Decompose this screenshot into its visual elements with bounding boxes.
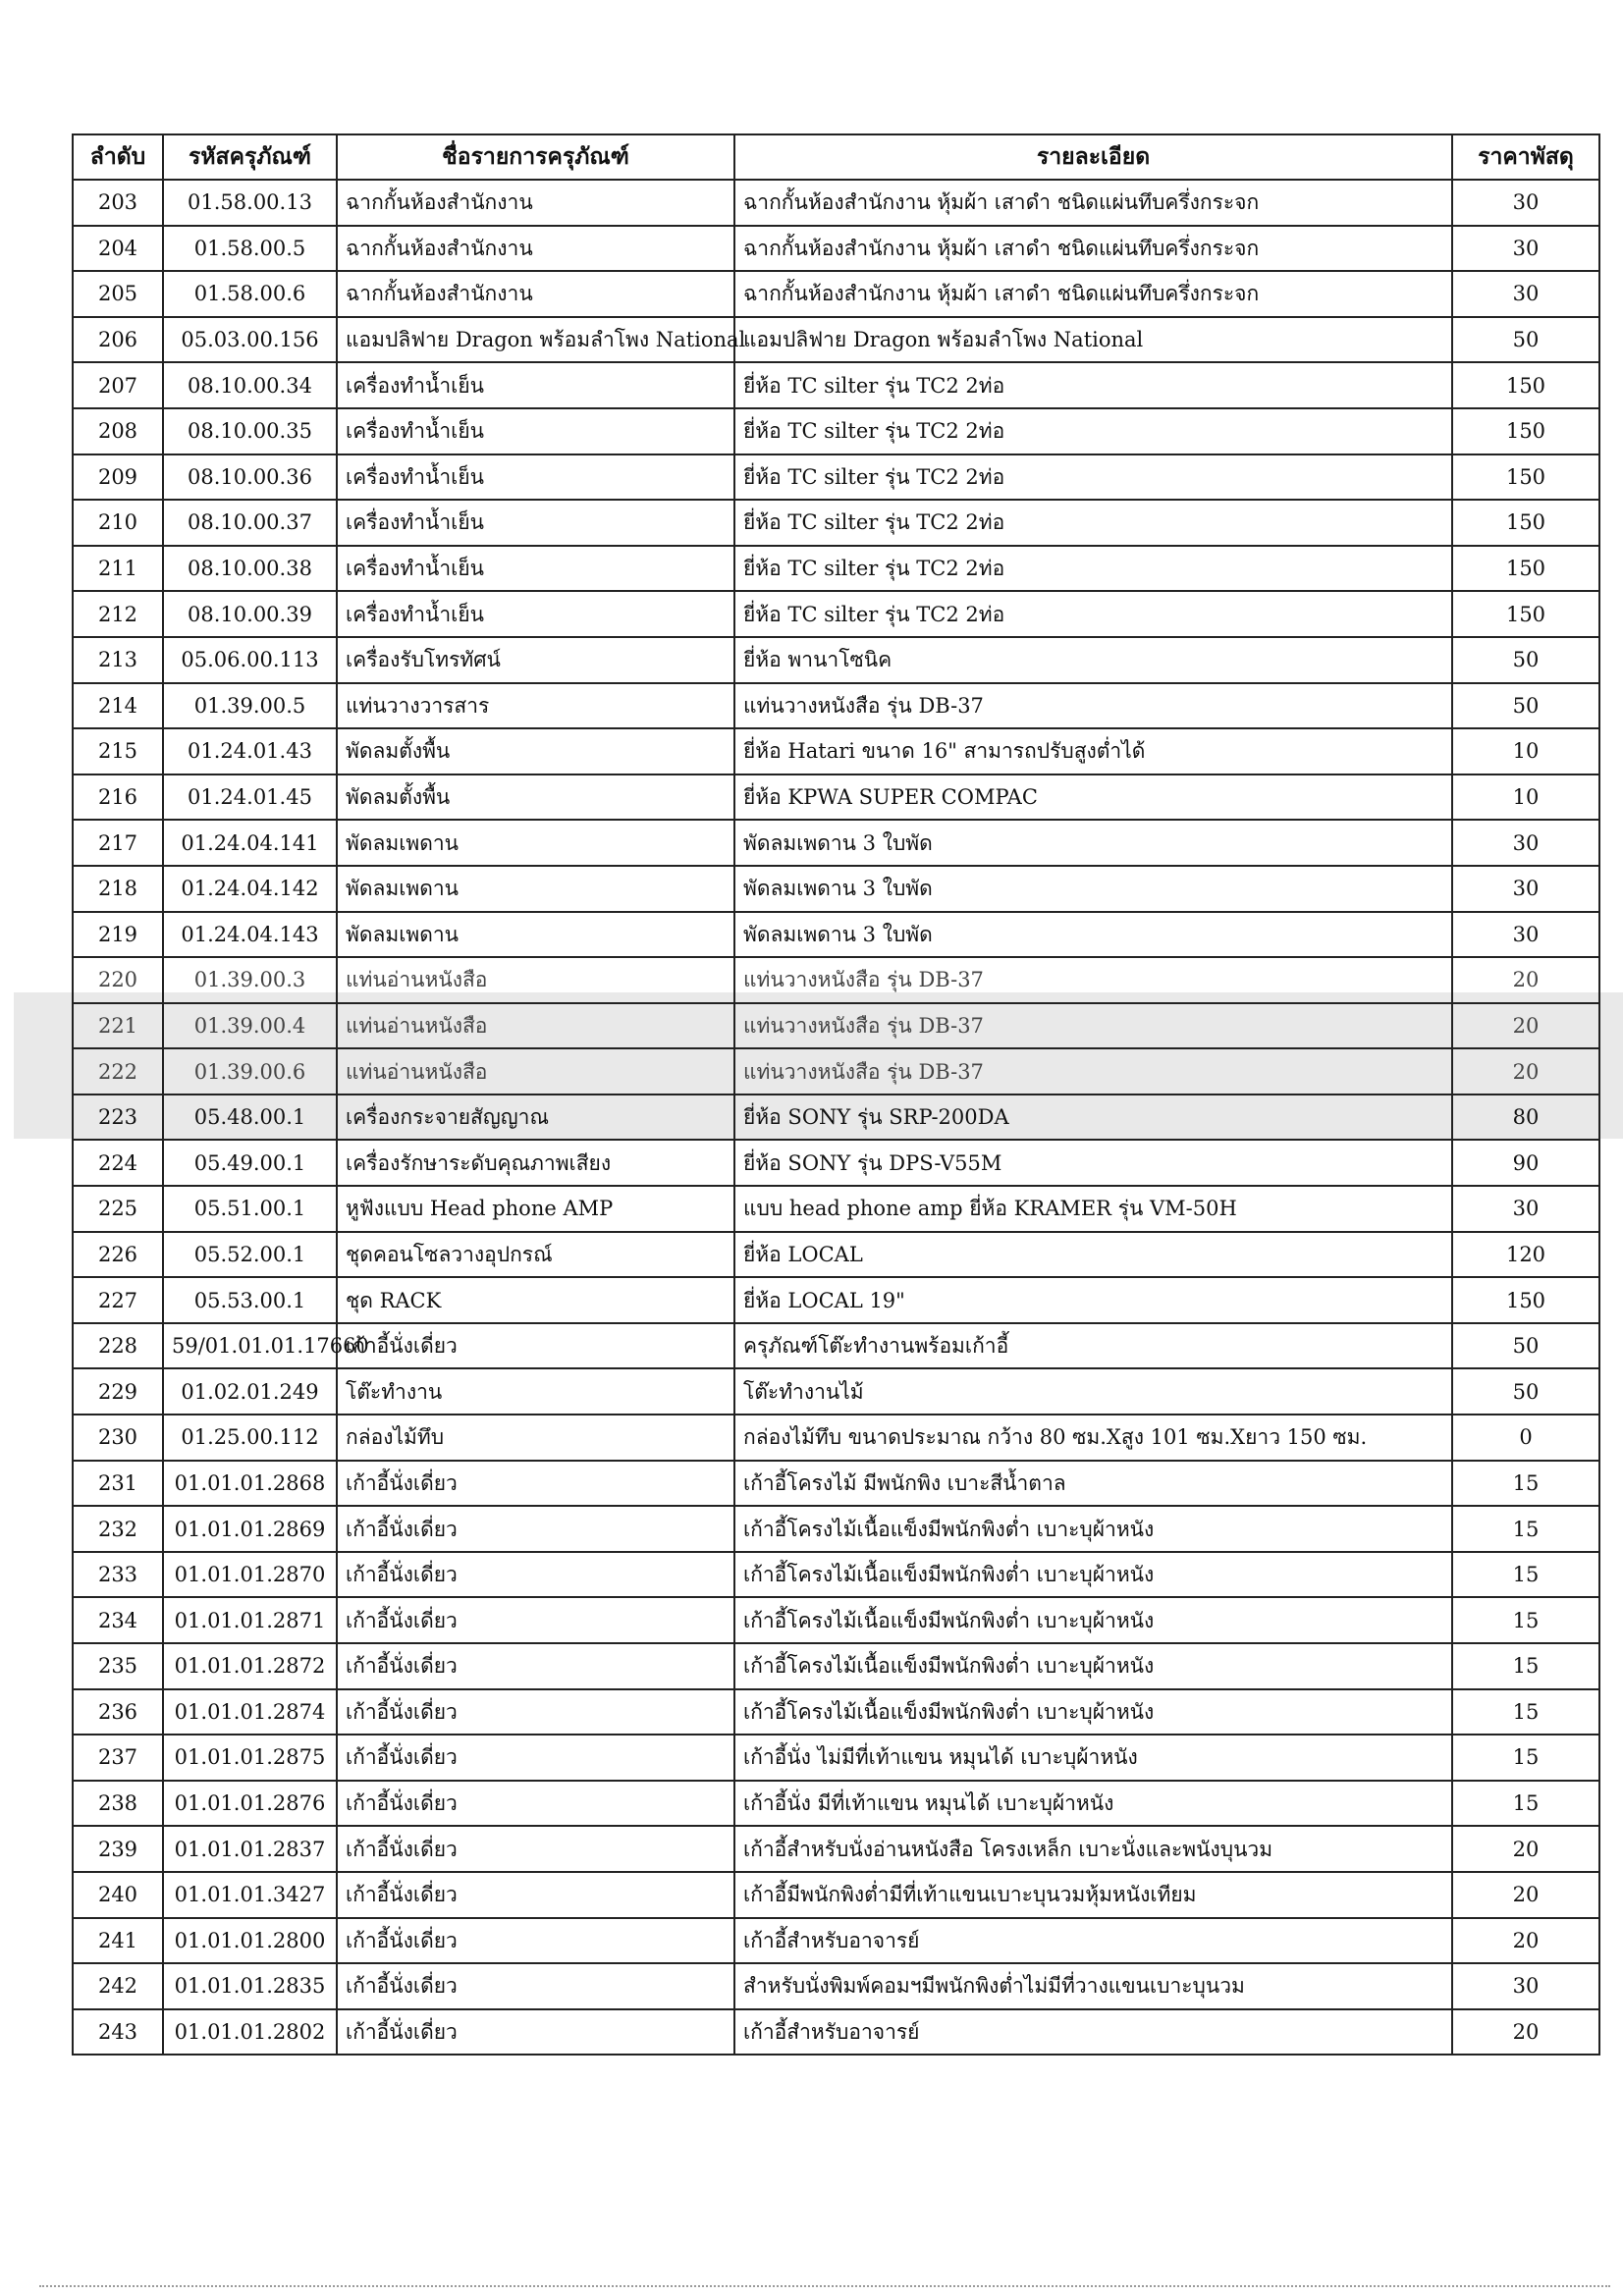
- cell-no: 234: [73, 1597, 163, 1643]
- cell-price: 90: [1452, 1140, 1599, 1186]
- header-no: ลำดับ: [73, 134, 163, 180]
- table-row: [73, 408, 1599, 454]
- cell-price: 150: [1452, 500, 1599, 546]
- cell-name: แท่นวางวารสาร: [337, 683, 734, 729]
- cell-price: 50: [1452, 637, 1599, 683]
- cell-code: 08.10.00.34: [163, 362, 337, 408]
- cell-detail: ฉากกั้นห้องสำนักงาน หุ้มผ้า เสาดำ ชนิดแผ่นทึบครึ่งกระจก: [734, 271, 1452, 317]
- cell-no: 233: [73, 1552, 163, 1598]
- cell-no: 232: [73, 1506, 163, 1552]
- table-row: [73, 1048, 1599, 1095]
- cell-code: 01.01.01.2872: [163, 1643, 337, 1689]
- table-row: [73, 1872, 1599, 1918]
- cell-code: 08.10.00.36: [163, 454, 337, 501]
- cell-name: แท่นอ่านหนังสือ: [337, 1003, 734, 1049]
- table-row: [73, 1003, 1599, 1049]
- cell-code: 01.01.01.2870: [163, 1552, 337, 1598]
- cell-price: 150: [1452, 454, 1599, 501]
- cell-no: 229: [73, 1368, 163, 1415]
- cell-price: 120: [1452, 1232, 1599, 1278]
- table-row: [73, 2009, 1599, 2056]
- header-name: ชื่อรายการครุภัณฑ์: [337, 134, 734, 180]
- cell-detail: ยี่ห้อ LOCAL 19": [734, 1277, 1452, 1323]
- header-code: รหัสครุภัณฑ์: [163, 134, 337, 180]
- cell-price: 20: [1452, 1918, 1599, 1964]
- cell-name: เก้าอี้นั่งเดี่ยว: [337, 1963, 734, 2009]
- cell-detail: ยี่ห้อ SONY รุ่น DPS-V55M: [734, 1140, 1452, 1186]
- cell-price: 15: [1452, 1597, 1599, 1643]
- table-row: [73, 957, 1599, 1003]
- cell-code: 01.24.04.142: [163, 866, 337, 912]
- cell-name: แอมปลิฟาย Dragon พร้อมลำโพง National: [337, 317, 734, 363]
- cell-code: 01.58.00.13: [163, 180, 337, 226]
- cell-code: 01.39.00.4: [163, 1003, 337, 1049]
- header-price: ราคาพัสดุ: [1452, 134, 1599, 180]
- cell-no: 203: [73, 180, 163, 226]
- table-row: [73, 226, 1599, 272]
- cell-detail: โต๊ะทำงานไม้: [734, 1368, 1452, 1415]
- cell-price: 30: [1452, 180, 1599, 226]
- cell-code: 59/01.01.01.17660: [163, 1323, 337, 1369]
- cell-code: 01.01.01.3427: [163, 1872, 337, 1918]
- table-header-row: [73, 134, 1599, 180]
- table-row: [73, 1963, 1599, 2009]
- cell-detail: เก้าอี้โครงไม้เนื้อแข็งมีพนักพิงต่ำ เบาะบุผ้าหนัง: [734, 1597, 1452, 1643]
- cell-no: 222: [73, 1048, 163, 1095]
- cell-name: พัดลมเพดาน: [337, 820, 734, 866]
- table-row: [73, 1323, 1599, 1369]
- cell-no: 218: [73, 866, 163, 912]
- cell-name: ฉากกั้นห้องสำนักงาน: [337, 180, 734, 226]
- cell-no: 228: [73, 1323, 163, 1369]
- cell-no: 211: [73, 546, 163, 592]
- cell-code: 05.06.00.113: [163, 637, 337, 683]
- cell-no: 210: [73, 500, 163, 546]
- cell-price: 10: [1452, 774, 1599, 821]
- cell-price: 150: [1452, 1277, 1599, 1323]
- cell-name: พัดลมเพดาน: [337, 866, 734, 912]
- cell-detail: แท่นวางหนังสือ รุ่น DB-37: [734, 957, 1452, 1003]
- cell-no: 231: [73, 1461, 163, 1507]
- cell-no: 221: [73, 1003, 163, 1049]
- cell-detail: ยี่ห้อ Hatari ขนาด 16" สามารถปรับสูงต่ำได้: [734, 728, 1452, 774]
- cell-detail: ยี่ห้อ TC silter รุ่น TC2 2ท่อ: [734, 408, 1452, 454]
- cell-code: 01.58.00.6: [163, 271, 337, 317]
- cell-price: 50: [1452, 317, 1599, 363]
- cell-detail: แท่นวางหนังสือ รุ่น DB-37: [734, 1003, 1452, 1049]
- cell-name: พัดลมตั้งพื้น: [337, 774, 734, 821]
- cell-name: เครื่องทำน้ำเย็น: [337, 408, 734, 454]
- cell-code: 01.01.01.2868: [163, 1461, 337, 1507]
- cell-no: 204: [73, 226, 163, 272]
- cell-name: เก้าอี้นั่งเดี่ยว: [337, 1781, 734, 1827]
- cell-name: เก้าอี้นั่งเดี่ยว: [337, 1918, 734, 1964]
- cell-name: เก้าอี้นั่งเดี่ยว: [337, 1552, 734, 1598]
- table-row: [73, 1277, 1599, 1323]
- cell-code: 01.01.01.2802: [163, 2009, 337, 2056]
- cell-no: 214: [73, 683, 163, 729]
- cell-detail: พัดลมเพดาน 3 ใบพัด: [734, 820, 1452, 866]
- cell-name: เก้าอี้นั่งเดี่ยว: [337, 1689, 734, 1735]
- cell-code: 05.52.00.1: [163, 1232, 337, 1278]
- table-row: [73, 1597, 1599, 1643]
- cell-name: เครื่องรับโทรทัศน์: [337, 637, 734, 683]
- cell-no: 212: [73, 591, 163, 637]
- cell-no: 226: [73, 1232, 163, 1278]
- cell-detail: เก้าอี้โครงไม้เนื้อแข็งมีพนักพิงต่ำ เบาะบุผ้าหนัง: [734, 1552, 1452, 1598]
- table-row: [73, 637, 1599, 683]
- cell-detail: ยี่ห้อ TC silter รุ่น TC2 2ท่อ: [734, 500, 1452, 546]
- cell-code: 05.53.00.1: [163, 1277, 337, 1323]
- cell-detail: ยี่ห้อ LOCAL: [734, 1232, 1452, 1278]
- cell-price: 30: [1452, 912, 1599, 958]
- cell-detail: เก้าอี้โครงไม้เนื้อแข็งมีพนักพิงต่ำ เบาะบุผ้าหนัง: [734, 1643, 1452, 1689]
- cell-price: 30: [1452, 271, 1599, 317]
- table-row: [73, 1415, 1599, 1461]
- table-row: [73, 1506, 1599, 1552]
- cell-name: แท่นอ่านหนังสือ: [337, 1048, 734, 1095]
- cell-detail: กล่องไม้ทึบ ขนาดประมาณ กว้าง 80 ซม.Xสูง 101 ซม.Xยาว 150 ซม.: [734, 1415, 1452, 1461]
- cell-price: 20: [1452, 1826, 1599, 1872]
- table-row: [73, 774, 1599, 821]
- cell-price: 15: [1452, 1643, 1599, 1689]
- table-row: [73, 180, 1599, 226]
- table-row: [73, 546, 1599, 592]
- cell-no: 224: [73, 1140, 163, 1186]
- cell-no: 241: [73, 1918, 163, 1964]
- cell-code: 01.58.00.5: [163, 226, 337, 272]
- cell-name: แท่นอ่านหนังสือ: [337, 957, 734, 1003]
- table-row: [73, 820, 1599, 866]
- cell-detail: ฉากกั้นห้องสำนักงาน หุ้มผ้า เสาดำ ชนิดแผ่นทึบครึ่งกระจก: [734, 180, 1452, 226]
- cell-name: พัดลมเพดาน: [337, 912, 734, 958]
- cell-code: 01.02.01.249: [163, 1368, 337, 1415]
- table-row: [73, 362, 1599, 408]
- cell-code: 05.48.00.1: [163, 1095, 337, 1141]
- cell-name: เครื่องทำน้ำเย็น: [337, 362, 734, 408]
- cell-no: 213: [73, 637, 163, 683]
- cell-detail: เก้าอี้นั่ง มีที่เท้าแขน หมุนได้ เบาะบุผ้าหนัง: [734, 1781, 1452, 1827]
- cell-name: โต๊ะทำงาน: [337, 1368, 734, 1415]
- table-row: [73, 1095, 1599, 1141]
- cell-price: 50: [1452, 683, 1599, 729]
- cell-detail: พัดลมเพดาน 3 ใบพัด: [734, 866, 1452, 912]
- cell-code: 01.01.01.2869: [163, 1506, 337, 1552]
- cell-name: เก้าอี้นั่งเดี่ยว: [337, 1735, 734, 1781]
- cell-no: 217: [73, 820, 163, 866]
- cell-no: 239: [73, 1826, 163, 1872]
- cell-code: 01.24.04.143: [163, 912, 337, 958]
- cell-name: เครื่องทำน้ำเย็น: [337, 546, 734, 592]
- cell-price: 80: [1452, 1095, 1599, 1141]
- cell-price: 15: [1452, 1781, 1599, 1827]
- cell-price: 30: [1452, 820, 1599, 866]
- inventory-table: [72, 133, 1600, 2056]
- cell-detail: พัดลมเพดาน 3 ใบพัด: [734, 912, 1452, 958]
- table-row: [73, 1781, 1599, 1827]
- table-row: [73, 1918, 1599, 1964]
- cell-detail: ยี่ห้อ TC silter รุ่น TC2 2ท่อ: [734, 454, 1452, 501]
- cell-code: 01.01.01.2835: [163, 1963, 337, 2009]
- cell-code: 01.24.01.45: [163, 774, 337, 821]
- table-body: [73, 180, 1599, 2055]
- cell-no: 230: [73, 1415, 163, 1461]
- table-row: [73, 1186, 1599, 1232]
- cell-price: 15: [1452, 1506, 1599, 1552]
- cell-code: 01.01.01.2871: [163, 1597, 337, 1643]
- cell-no: 208: [73, 408, 163, 454]
- cell-code: 01.24.01.43: [163, 728, 337, 774]
- cell-price: 50: [1452, 1368, 1599, 1415]
- cell-price: 30: [1452, 1963, 1599, 2009]
- cell-no: 236: [73, 1689, 163, 1735]
- table-row: [73, 1643, 1599, 1689]
- cell-code: 08.10.00.38: [163, 546, 337, 592]
- cell-code: 08.10.00.39: [163, 591, 337, 637]
- table-row: [73, 1368, 1599, 1415]
- cell-name: เก้าอี้นั่งเดี่ยว: [337, 1872, 734, 1918]
- cell-detail: เก้าอี้นั่ง ไม่มีที่เท้าแขน หมุนได้ เบาะบุผ้าหนัง: [734, 1735, 1452, 1781]
- cell-name: เครื่องรักษาระดับคุณภาพเสียง: [337, 1140, 734, 1186]
- header-detail: รายละเอียด: [734, 134, 1452, 180]
- cell-name: หูฟังแบบ Head phone AMP: [337, 1186, 734, 1232]
- table-row: [73, 912, 1599, 958]
- cell-no: 235: [73, 1643, 163, 1689]
- cell-detail: เก้าอี้สำหรับอาจารย์: [734, 1918, 1452, 1964]
- cell-price: 15: [1452, 1552, 1599, 1598]
- cell-price: 30: [1452, 226, 1599, 272]
- cell-no: 216: [73, 774, 163, 821]
- cell-code: 01.39.00.6: [163, 1048, 337, 1095]
- cell-price: 15: [1452, 1735, 1599, 1781]
- cell-no: 240: [73, 1872, 163, 1918]
- cell-price: 20: [1452, 1872, 1599, 1918]
- cell-name: ชุดคอนโซลวางอุปกรณ์: [337, 1232, 734, 1278]
- cell-name: เก้าอี้นั่งเดี่ยว: [337, 1826, 734, 1872]
- cell-name: เก้าอี้นั่งเดี่ยว: [337, 1506, 734, 1552]
- cell-no: 220: [73, 957, 163, 1003]
- table-row: [73, 728, 1599, 774]
- cell-code: 01.01.01.2837: [163, 1826, 337, 1872]
- cell-price: 150: [1452, 408, 1599, 454]
- cell-name: เครื่องกระจายสัญญาณ: [337, 1095, 734, 1141]
- cell-price: 30: [1452, 866, 1599, 912]
- table-row: [73, 317, 1599, 363]
- cell-detail: เก้าอี้สำหรับอาจารย์: [734, 2009, 1452, 2056]
- cell-name: ชุด RACK: [337, 1277, 734, 1323]
- cell-no: 238: [73, 1781, 163, 1827]
- cell-name: เก้าอี้นั่งเดี่ยว: [337, 1323, 734, 1369]
- cell-code: 01.01.01.2875: [163, 1735, 337, 1781]
- cell-no: 219: [73, 912, 163, 958]
- cell-detail: แท่นวางหนังสือ รุ่น DB-37: [734, 683, 1452, 729]
- table-row: [73, 454, 1599, 501]
- cell-detail: ครุภัณฑ์โต๊ะทำงานพร้อมเก้าอี้: [734, 1323, 1452, 1369]
- cell-price: 50: [1452, 1323, 1599, 1369]
- cell-price: 0: [1452, 1415, 1599, 1461]
- cell-name: ฉากกั้นห้องสำนักงาน: [337, 226, 734, 272]
- cell-name: เครื่องทำน้ำเย็น: [337, 500, 734, 546]
- table-row: [73, 1689, 1599, 1735]
- cell-code: 01.01.01.2800: [163, 1918, 337, 1964]
- cell-detail: ยี่ห้อ SONY รุ่น SRP-200DA: [734, 1095, 1452, 1141]
- cell-name: เครื่องทำน้ำเย็น: [337, 591, 734, 637]
- cell-code: 05.51.00.1: [163, 1186, 337, 1232]
- cell-detail: ยี่ห้อ KPWA SUPER COMPAC: [734, 774, 1452, 821]
- cell-price: 20: [1452, 1048, 1599, 1095]
- cell-code: 05.03.00.156: [163, 317, 337, 363]
- cell-detail: แอมปลิฟาย Dragon พร้อมลำโพง National: [734, 317, 1452, 363]
- cell-detail: ยี่ห้อ พานาโซนิค: [734, 637, 1452, 683]
- cell-detail: เก้าอี้โครงไม้เนื้อแข็งมีพนักพิงต่ำ เบาะบุผ้าหนัง: [734, 1506, 1452, 1552]
- cell-no: 225: [73, 1186, 163, 1232]
- cell-price: 15: [1452, 1461, 1599, 1507]
- cell-detail: เก้าอี้สำหรับนั่งอ่านหนังสือ โครงเหล็ก เบาะนั่งและพนังบุนวม: [734, 1826, 1452, 1872]
- cell-price: 30: [1452, 1186, 1599, 1232]
- cell-code: 01.24.04.141: [163, 820, 337, 866]
- cell-no: 206: [73, 317, 163, 363]
- table-row: [73, 500, 1599, 546]
- cell-code: 01.01.01.2876: [163, 1781, 337, 1827]
- cell-no: 223: [73, 1095, 163, 1141]
- cell-price: 20: [1452, 957, 1599, 1003]
- scan-edge-noise: [39, 2285, 1610, 2291]
- cell-name: กล่องไม้ทึบ: [337, 1415, 734, 1461]
- cell-code: 05.49.00.1: [163, 1140, 337, 1186]
- cell-detail: ยี่ห้อ TC silter รุ่น TC2 2ท่อ: [734, 362, 1452, 408]
- cell-detail: ยี่ห้อ TC silter รุ่น TC2 2ท่อ: [734, 591, 1452, 637]
- cell-code: 01.39.00.5: [163, 683, 337, 729]
- cell-code: 01.25.00.112: [163, 1415, 337, 1461]
- cell-name: เก้าอี้นั่งเดี่ยว: [337, 1461, 734, 1507]
- cell-no: 227: [73, 1277, 163, 1323]
- cell-detail: ยี่ห้อ TC silter รุ่น TC2 2ท่อ: [734, 546, 1452, 592]
- cell-no: 209: [73, 454, 163, 501]
- cell-code: 08.10.00.37: [163, 500, 337, 546]
- table-row: [73, 1461, 1599, 1507]
- table-row: [73, 1140, 1599, 1186]
- cell-detail: เก้าอี้มีพนักพิงต่ำมีที่เท้าแขนเบาะบุนวมหุ้มหนังเทียม: [734, 1872, 1452, 1918]
- table-row: [73, 1552, 1599, 1598]
- table-row: [73, 1735, 1599, 1781]
- table-row: [73, 683, 1599, 729]
- cell-code: 01.01.01.2874: [163, 1689, 337, 1735]
- cell-no: 207: [73, 362, 163, 408]
- cell-name: ฉากกั้นห้องสำนักงาน: [337, 271, 734, 317]
- cell-name: เครื่องทำน้ำเย็น: [337, 454, 734, 501]
- cell-price: 150: [1452, 362, 1599, 408]
- cell-detail: สำหรับนั่งพิมพ์คอมฯมีพนักพิงต่ำไม่มีที่วางแขนเบาะบุนวม: [734, 1963, 1452, 2009]
- cell-detail: แท่นวางหนังสือ รุ่น DB-37: [734, 1048, 1452, 1095]
- cell-no: 243: [73, 2009, 163, 2056]
- cell-detail: แบบ head phone amp ยี่ห้อ KRAMER รุ่น VM-50H: [734, 1186, 1452, 1232]
- cell-price: 15: [1452, 1689, 1599, 1735]
- table-row: [73, 271, 1599, 317]
- cell-no: 215: [73, 728, 163, 774]
- cell-detail: ฉากกั้นห้องสำนักงาน หุ้มผ้า เสาดำ ชนิดแผ่นทึบครึ่งกระจก: [734, 226, 1452, 272]
- cell-no: 242: [73, 1963, 163, 2009]
- cell-price: 10: [1452, 728, 1599, 774]
- cell-price: 150: [1452, 591, 1599, 637]
- cell-price: 20: [1452, 1003, 1599, 1049]
- table-row: [73, 591, 1599, 637]
- cell-no: 205: [73, 271, 163, 317]
- cell-name: พัดลมตั้งพื้น: [337, 728, 734, 774]
- table-row: [73, 1232, 1599, 1278]
- cell-code: 01.39.00.3: [163, 957, 337, 1003]
- cell-price: 20: [1452, 2009, 1599, 2056]
- cell-name: เก้าอี้นั่งเดี่ยว: [337, 1643, 734, 1689]
- cell-code: 08.10.00.35: [163, 408, 337, 454]
- cell-price: 150: [1452, 546, 1599, 592]
- cell-detail: เก้าอี้โครงไม้ มีพนักพิง เบาะสีน้ำตาล: [734, 1461, 1452, 1507]
- cell-name: เก้าอี้นั่งเดี่ยว: [337, 2009, 734, 2056]
- cell-detail: เก้าอี้โครงไม้เนื้อแข็งมีพนักพิงต่ำ เบาะบุผ้าหนัง: [734, 1689, 1452, 1735]
- table-row: [73, 866, 1599, 912]
- cell-no: 237: [73, 1735, 163, 1781]
- table-row: [73, 1826, 1599, 1872]
- cell-name: เก้าอี้นั่งเดี่ยว: [337, 1597, 734, 1643]
